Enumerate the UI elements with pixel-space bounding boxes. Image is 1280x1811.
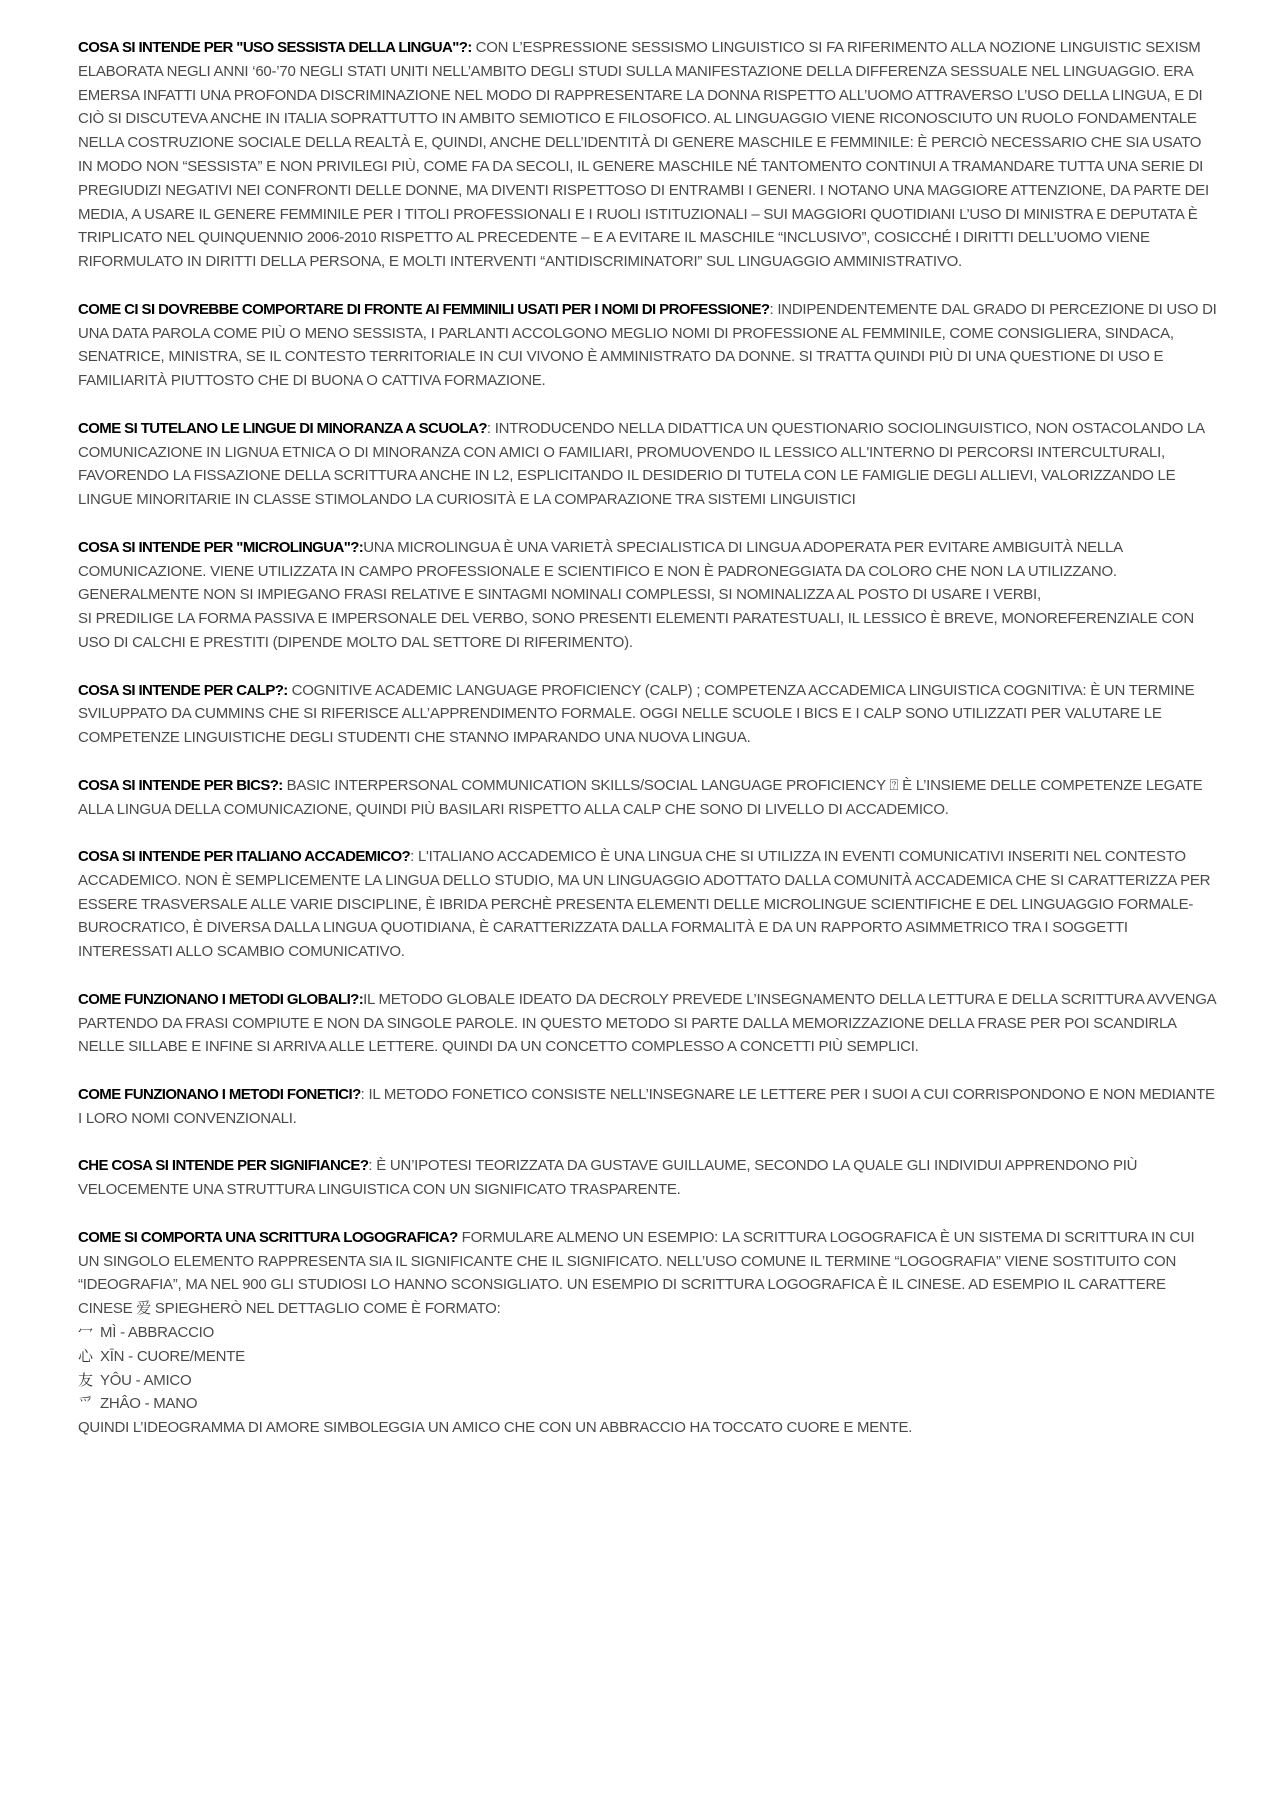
answer-continuation: SI PREDILIGE LA FORMA PASSIVA E IMPERSONALE DEL VERBO, SONO PRESENTI ELEMENTI PARATESTUALI, IL LESSICO È BREVE, MONOREFERENZIALE CON USO DI CALCHI E PRESTITI (DIPENDE MOLTO DAL SETTORE DI RIFERIMENTO).	[78, 610, 1194, 651]
answer: : INDIPENDENTEMENTE DAL GRADO DI PERCEZIONE DI USO DI UNA DATA PAROLA COME PIÙ O MENO SESSISTA, I PARLANTI ACCOLGONO MEGLIO NOMI DI PROFESSIONE AL FEMMINILE, COME CONSIGLIERA, SINDACA, SENATRICE, MINISTRA, SE IL CONTESTO TERRITORIALE IN CUI VIVONO È AMMINISTRATO DA DONNE. SI TRATTA QUINDI PIÙ DI UNA QUESTIONE DI USO E FAMILIARITÀ PIUTTOSTO CHE DI BUONA O CATTIVA FORMAZIONE.	[78, 300, 1217, 390]
chinese-glyph: 心	[78, 1347, 93, 1365]
qa-lingue-minoranza	[78, 417, 1218, 512]
conclusion: QUINDI L’IDEOGRAMMA DI AMORE SIMBOLEGGIA UN AMICO CHE CON UN ABBRACCIO HA TOCCATO CUORE E MENTE.	[78, 1419, 913, 1437]
component-text: MÌ - ABBRACCIO	[100, 1324, 215, 1342]
component-line	[78, 1369, 1218, 1393]
qa-uso-sessista	[78, 36, 1218, 274]
question: COME FUNZIONANO I METODI FONETICI?	[78, 1086, 361, 1104]
component-text: YÔU - AMICO	[100, 1371, 192, 1389]
document-page	[78, 36, 1218, 1464]
question: COSA SI INTENDE PER "USO SESSISTA DELLA LINGUA"?:	[78, 39, 472, 56]
answer: : IL METODO FONETICO CONSISTE NELL’INSEGNARE LE LETTERE PER I SUOI A CUI CORRISPONDONO E NON MEDIANTE I LORO NOMI CONVENZIONALI.	[78, 1086, 1215, 1127]
component-line	[78, 1321, 1218, 1345]
answer: : È UN’IPOTESI TEORIZZATA DA GUSTAVE GUILLAUME, SECONDO LA QUALE GLI INDIVIDUI APPRENDONO PIÙ VELOCEMENTE UNA STRUTTURA LINGUISTICA CON UN SIGNIFICATO TRASPARENTE.	[78, 1157, 1138, 1199]
qa-femminili-professione	[78, 298, 1218, 393]
chinese-glyph: 爫	[78, 1395, 93, 1413]
answer: CON L’ESPRESSIONE SESSISMO LINGUISTICO SI FA RIFERIMENTO ALLA NOZIONE LINGUISTIC SEXISM ELABORATA NEGLI ANNI ‘60-’70 NEGLI STATI UNITI NELL’AMBITO DEGLI STUDI SULLA MANIFESTAZIONE DELLA DIFFERENZA SESSUALE NEL LINGUAGGIO. ERA EMERSA INFATTI UNA PROFONDA DISCRIMINAZIONE NEL MODO DI RAPPRESENTARE LA DONNA RISPETTO ALL’UOMO ATTRAVERSO L’USO DELLA LINGUA, E DI CIÒ SI DISCUTEVA ANCHE IN ITALIA SOPRATTUTTO IN AMBITO SEMIOTICO E FILOSOFICO. AL LINGUAGGIO VIENE RICONOSCIUTO UN RUOLO FONDAMENTALE NELLA COSTRUZIONE SOCIALE DELLA REALTÀ E, QUINDI, ANCHE DELL’IDENTITÀ DI GENERE MASCHILE E FEMMINILE: È PERCIÒ NECESSARIO CHE SIA USATO IN MODO NON “SESSISTA” E NON PRIVILEGI PIÙ, COME FA DA SECOLI, IL GENERE MASCHILE NÉ TANTOMENTO CONTINUI A TRAMANDARE TUTTA UNA SERIE DI PREGIUDIZI NEGATIVI NEI CONFRONTI DELLE DONNE, MA DIVENTI RISPETTOSO DI ENTRAMBI I GENERI. I NOTANO UNA MAGGIORE ATTENZIONE, DA PARTE DEI MEDIA, A USARE IL GENERE FEMMINILE PER I TITOLI PROFESSIONALI E I RUOLI ISTITUZIONALI – SUI MAGGIORI QUOTIDIANI L’USO DI MINISTRA E DEPUTATA È TRIPLICATO NEL QUINQUENNIO 2006-2010 RISPETTO AL PRECEDENTE – E A EVITARE IL MASCHILE “INCLUSIVO”, COSICCHÉ I DIRITTI DELL’UOMO VIENE RIFORMULATO IN DIRITTI DELLA PERSONA, E MOLTI INTERVENTI “ANTIDISCRIMINATORI” SUL LINGUAGGIO AMMINISTRATIVO.	[78, 39, 1209, 271]
question: CHE COSA SI INTENDE PER SIGNIFIANCE?	[78, 1157, 369, 1175]
chinese-glyph: 友	[78, 1371, 93, 1389]
component-text: ZHÂO - MANO	[100, 1395, 198, 1413]
question: COME SI TUTELANO LE LINGUE DI MINORANZA A SCUOLA?	[78, 419, 487, 437]
qa-signifiance	[78, 1154, 1218, 1202]
qa-scrittura-logografica	[78, 1226, 1218, 1440]
answer: BASIC INTERPERSONAL COMMUNICATION SKILLS/SOCIAL LANGUAGE PROFICIENCY ⍰ È L’INSIEME DELLE COMPETENZE LEGATE ALLA LINGUA DELLA COMUNICAZIONE, QUINDI PIÙ BASILARI RISPETTO ALLA CALP CHE SONO DI LIVELLO DI ACCADEMICO.	[78, 776, 1203, 818]
qa-bics	[78, 774, 1218, 822]
answer: FORMULARE ALMENO UN ESEMPIO: LA SCRITTURA LOGOGRAFICA È UN SISTEMA DI SCRITTURA IN CUI UN SINGOLO ELEMENTO RAPPRESENTA SIA IL SIGNIFICANTE CHE IL SIGNIFICATO. NELL’USO COMUNE IL TERMINE “LOGOGRAFIA” VIENE SOSTITUITO CON “IDEOGRAFIA”, MA NEL 900 GLI STUDIOSI LO HANNO SCONSIGLIATO. UN ESEMPIO DI SCRITTURA LOGOGRAFICA È IL CINESE. AD ESEMPIO IL CARATTERE CINESE 爱 SPIEGHERÒ NEL DETTAGLIO COME È FORMATO:	[78, 1228, 1195, 1318]
answer: IL METODO GLOBALE IDEATO DA DECROLY PREVEDE L’INSEGNAMENTO DELLA LETTURA E DELLA SCRITTURA AVVENGA PARTENDO DA FRASI COMPIUTE E NON DA SINGOLE PAROLE. IN QUESTO METODO SI PARTE DALLA MEMORIZZAZIONE DELLA FRASE PER POI SCANDIRLA NELLE SILLABE E INFINE SI ARRIVA ALLE LETTERE. QUINDI DA UN CONCETTO COMPLESSO A CONCETTI PIÙ SEMPLICI.	[78, 990, 1216, 1056]
answer: : L'ITALIANO ACCADEMICO È UNA LINGUA CHE SI UTILIZZA IN EVENTI COMUNICATIVI INSERITI NEL CONTESTO ACCADEMICO. NON È SEMPLICEMENTE LA LINGUA DELLO STUDIO, MA UN LINGUAGGIO ADOTTATO DALLA COMUNITÀ ACCADEMICA CHE SI CARATTERIZZA PER ESSERE TRASVERSALE ALLE VARIE DISCIPLINE, È IBRIDA PERCHÈ PRESENTA ELEMENTI DELLE MICROLINGUE SCIENTIFICHE E DEL LINGUAGGIO FORMALE-BUROCRATICO, È DIVERSA DALLA LINGUA QUOTIDIANA, È CARATTERIZZATA DALLA FORMALITÀ E DA UN RAPPORTO ASIMMETRICO TRA I SOGGETTI INTERESSATI ALLO SCAMBIO COMUNICATIVO.	[78, 848, 1211, 961]
question: COME SI COMPORTA UNA SCRITTURA LOGOGRAFICA?	[78, 1228, 458, 1246]
question: COSA SI INTENDE PER ITALIANO ACCADEMICO?	[78, 848, 411, 866]
chinese-glyph: 冖	[78, 1324, 93, 1342]
component-line	[78, 1345, 1218, 1369]
answer: UNA MICROLINGUA È UNA VARIETÀ SPECIALISTICA DI LINGUA ADOPERATA PER EVITARE AMBIGUITÀ NELLA COMUNICAZIONE. VIENE UTILIZZATA IN CAMPO PROFESSIONALE E SCIENTIFICO E NON È PADRONEGGIATA DA COLORO CHE NON LA UTILIZZANO. GENERALMENTE NON SI IMPIEGANO FRASI RELATIVE E SINTAGMI NOMINALI COMPLESSI, SI NOMINALIZZA AL POSTO DI USARE I VERBI,	[78, 538, 1123, 604]
qa-italiano-accademico	[78, 845, 1218, 964]
question: COME CI SI DOVREBBE COMPORTARE DI FRONTE AI FEMMINILI USATI PER I NOMI DI PROFESSIONE?	[78, 300, 770, 318]
qa-microlingua	[78, 536, 1218, 655]
question: COSA SI INTENDE PER "MICROLINGUA"?:	[78, 538, 364, 556]
answer: COGNITIVE ACADEMIC LANGUAGE PROFICIENCY (CALP) ; COMPETENZA ACCADEMICA LINGUISTICA COGNITIVA: È UN TERMINE SVILUPPATO DA CUMMINS CHE SI RIFERISCE ALL’APPRENDIMENTO FORMALE. OGGI NELLE SCUOLE I BICS E I CALP SONO UTILIZZATI PER VALUTARE LE COMPETENZE LINGUISTICHE DEGLI STUDENTI CHE STANNO IMPARANDO UNA NUOVA LINGUA.	[78, 681, 1195, 747]
component-line	[78, 1392, 1218, 1416]
component-text: XĪN - CUORE/MENTE	[100, 1347, 245, 1365]
qa-calp	[78, 679, 1218, 750]
question: COME FUNZIONANO I METODI GLOBALI?:	[78, 990, 364, 1008]
qa-metodi-fonetici	[78, 1083, 1218, 1131]
question: COSA SI INTENDE PER CALP?:	[78, 681, 288, 699]
qa-metodi-globali	[78, 988, 1218, 1059]
answer: : INTRODUCENDO NELLA DIDATTICA UN QUESTIONARIO SOCIOLINGUISTICO, NON OSTACOLANDO LA COMUNICAZIONE IN LIGNUA ETNICA O DI MINORANZA CON AMICI O FAMILIARI, PROMUOVENDO IL LESSICO ALL'INTERNO DI PERCORSI INTERCULTURALI, FAVORENDO LA FISSAZIONE DELLA SCRITTURA ANCHE IN L2, ESPLICITANDO IL DESIDERIO DI TUTELA CON LE FAMIGLIE DEGLI ALLIEVI, VALORIZZANDO LE LINGUE MINORITARIE IN CLASSE STIMOLANDO LA CURIOSITÀ E LA COMPARAZIONE TRA SISTEMI LINGUISTICI	[78, 419, 1205, 509]
question: COSA SI INTENDE PER BICS?:	[78, 776, 283, 794]
